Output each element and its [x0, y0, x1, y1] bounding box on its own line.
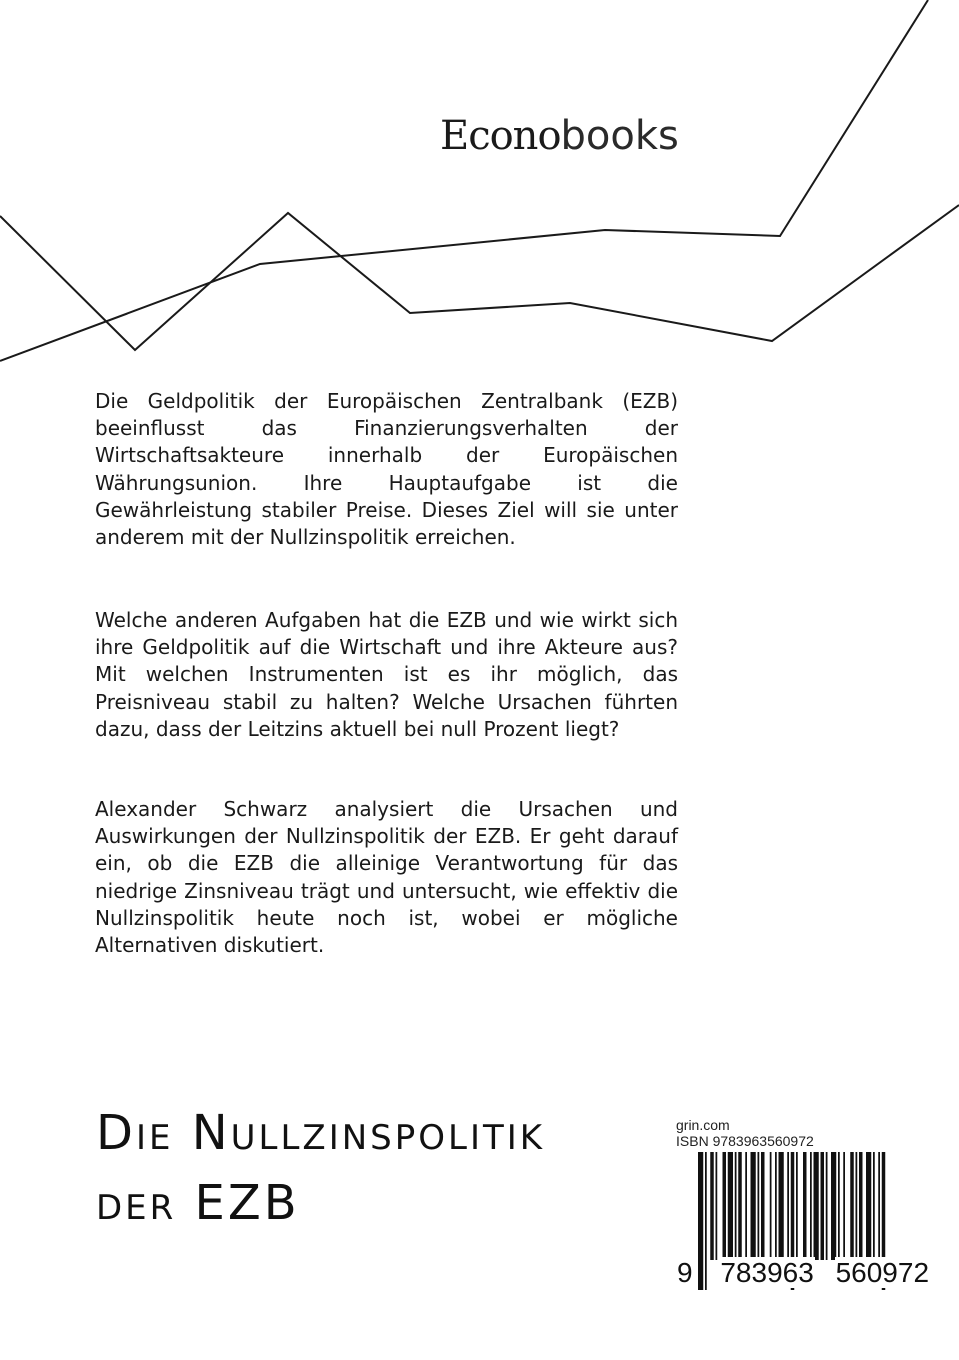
book-title-line-2: der EZB [96, 1175, 300, 1231]
barcode-bar [787, 1152, 789, 1260]
barcode-digit-lead: 9 [677, 1257, 693, 1288]
barcode-bar [716, 1152, 718, 1260]
barcode-bar [850, 1152, 854, 1260]
barcode-bar [856, 1152, 858, 1260]
barcode-bar [826, 1152, 828, 1260]
logo-part-books: books [560, 113, 679, 159]
decorative-line-1 [0, 205, 959, 350]
barcode-bar [831, 1152, 836, 1260]
book-title-line-1: Die Nullzinspolitik [96, 1105, 546, 1161]
barcode-bar [859, 1152, 863, 1260]
barcode-bar [735, 1152, 737, 1260]
publisher-logo [440, 112, 679, 160]
blurb-paragraph-2: Welche anderen Aufgaben hat die EZB und wie wirkt sich ihre Geldpolitik auf die Wirtschaft und ihre Akteure aus? Mit welchen Instrumenten ist es ihr möglich, das Preisniveau stabil zu halten? Welche Ursachen führten dazu, dass der Leitzins aktuell bei null Prozent liegt? [95, 608, 678, 741]
barcode-bar [770, 1152, 772, 1260]
barcode-bar [710, 1152, 714, 1260]
book-title [96, 1098, 545, 1238]
barcode-bar [758, 1152, 760, 1260]
barcode-bar [814, 1152, 819, 1260]
barcode-bar [745, 1152, 747, 1260]
blurb-paragraph-1: Die Geldpolitik der Europäischen Zentralbank (EZB) beeinflusst das Finanzierungsverhalten der Wirtschaftsakteure innerhalb der Europäischen Währungsunion. Ihre Hauptaufgabe ist die Gewährleistung stabiler Preise. Dieses Ziel will sie unter anderem mit der Nullzinspolitik erreichen. [95, 389, 678, 550]
barcode-bar [796, 1152, 798, 1260]
barcode-bar [810, 1152, 812, 1260]
barcode-bar [878, 1152, 880, 1260]
publisher-website: grin.com [676, 1117, 730, 1133]
decorative-line-graphic [0, 0, 959, 380]
barcode-digit-group-1: 783963 [720, 1257, 814, 1288]
barcode-bar [761, 1152, 765, 1260]
barcode-bar [779, 1152, 784, 1260]
barcode-bar [803, 1152, 807, 1260]
barcode-bar [728, 1152, 733, 1260]
decorative-line-2 [0, 0, 928, 361]
barcode-bar [838, 1152, 840, 1260]
barcode-bar [821, 1152, 825, 1260]
isbn-number: ISBN 9783963560972 [676, 1133, 814, 1149]
barcode-bar [775, 1152, 777, 1260]
barcode-digit-group-2: 560972 [835, 1257, 930, 1288]
barcode-bar [751, 1152, 756, 1260]
blurb-paragraph-3: Alexander Schwarz analysiert die Ursachen und Auswirkungen der Nullzinspolitik der EZB. Er geht darauf ein, ob die EZB die alleinige Verantwortung für das niedrige Zinsniveau trägt und untersucht, wie effektiv die Nullzinspolitik heute noch ist, wobei er mögliche Alternativen diskutiert. [95, 797, 678, 958]
logo-part-econo: Econo [440, 113, 561, 159]
barcode-bar [843, 1152, 845, 1260]
barcode-bar [873, 1152, 875, 1260]
barcode-bar [738, 1152, 742, 1260]
barcode-bar [723, 1152, 727, 1260]
barcode-bar [866, 1152, 871, 1260]
barcode-digits [676, 1257, 930, 1288]
